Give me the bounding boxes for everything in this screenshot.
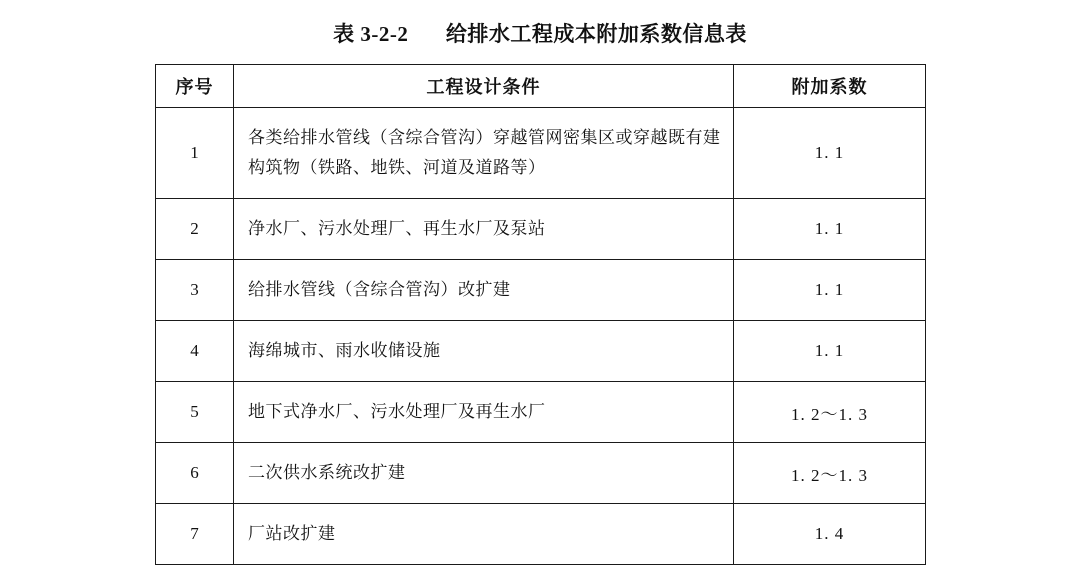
column-header-no: 序号 — [156, 65, 234, 108]
column-header-coefficient: 附加系数 — [734, 65, 926, 108]
table-header — [156, 65, 926, 108]
row-condition: 净水厂、污水处理厂、再生水厂及泵站 — [234, 199, 734, 260]
row-coefficient: 1. 1 — [734, 260, 926, 321]
coefficient-table — [155, 64, 926, 565]
table-body — [156, 108, 926, 565]
table-container — [155, 64, 925, 565]
table-row — [156, 382, 926, 443]
row-condition: 厂站改扩建 — [234, 504, 734, 565]
row-no: 3 — [156, 260, 234, 321]
row-coefficient: 1. 2～1. 3 — [734, 382, 926, 443]
caption-title: 给排水工程成本附加系数信息表 — [445, 22, 747, 46]
row-no: 6 — [156, 443, 234, 504]
row-no: 1 — [156, 108, 234, 199]
table-row — [156, 108, 926, 199]
row-no: 2 — [156, 199, 234, 260]
row-no: 5 — [156, 382, 234, 443]
row-condition: 给排水管线（含综合管沟）改扩建 — [234, 260, 734, 321]
row-coefficient: 1. 1 — [734, 199, 926, 260]
row-coefficient: 1. 4 — [734, 504, 926, 565]
row-condition: 海绵城市、雨水收储设施 — [234, 321, 734, 382]
row-condition: 地下式净水厂、污水处理厂及再生水厂 — [234, 382, 734, 443]
table-header-row — [156, 65, 926, 108]
row-no: 4 — [156, 321, 234, 382]
column-header-condition: 工程设计条件 — [234, 65, 734, 108]
table-row — [156, 199, 926, 260]
table-row — [156, 504, 926, 565]
row-coefficient: 1. 2～1. 3 — [734, 443, 926, 504]
table-row — [156, 321, 926, 382]
row-coefficient: 1. 1 — [734, 321, 926, 382]
caption-number: 表 3-2-2 — [333, 22, 409, 46]
table-row — [156, 260, 926, 321]
row-condition: 二次供水系统改扩建 — [234, 443, 734, 504]
row-coefficient: 1. 1 — [734, 108, 926, 199]
table-row — [156, 443, 926, 504]
row-condition: 各类给排水管线（含综合管沟）穿越管网密集区或穿越既有建构筑物（铁路、地铁、河道及道路等） — [234, 108, 734, 199]
row-no: 7 — [156, 504, 234, 565]
table-caption — [0, 0, 1080, 64]
